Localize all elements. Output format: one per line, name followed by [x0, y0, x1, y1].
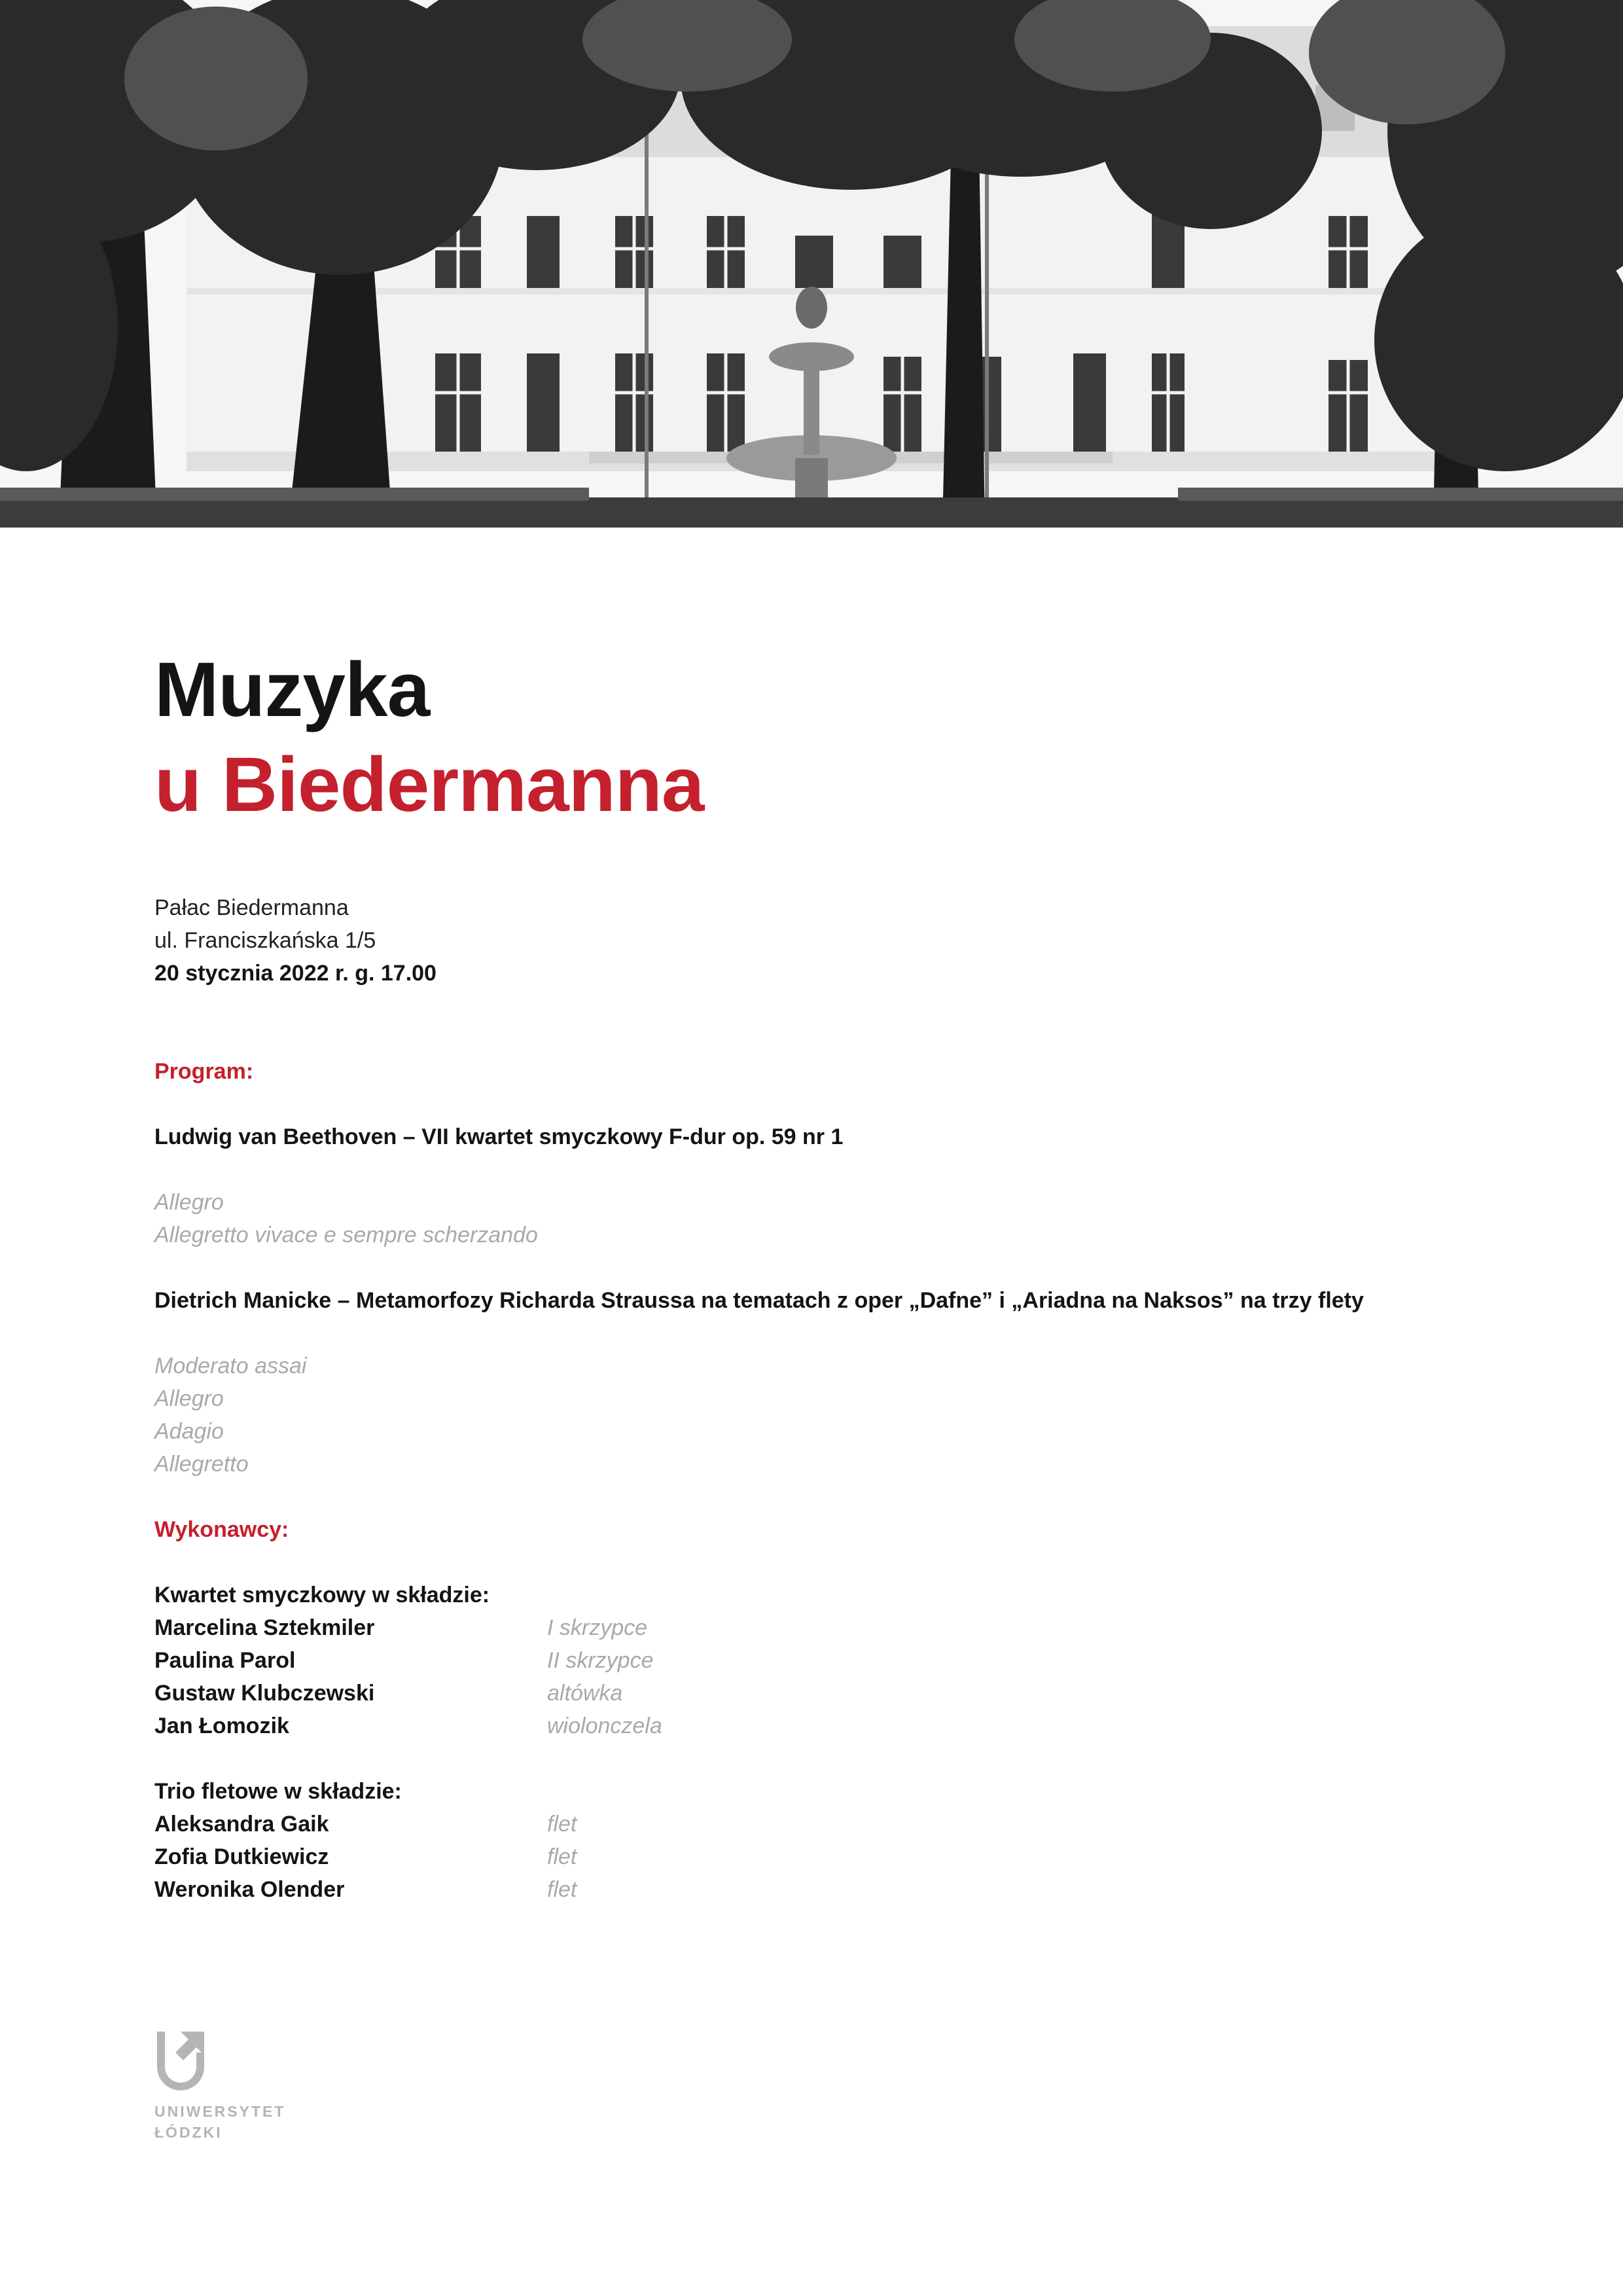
- movement: Allegretto vivace e sempre scherzando: [154, 1223, 538, 1247]
- performer-role: flet: [547, 1877, 577, 1902]
- venue-name: Pałac Biedermanna: [154, 895, 349, 920]
- performers-heading: Wykonawcy:: [154, 1517, 289, 1542]
- performer-role: flet: [547, 1844, 577, 1869]
- university-logo-icon: [154, 2029, 207, 2098]
- performer-name: Aleksandra Gaik: [154, 1812, 329, 1837]
- movement: Allegretto: [154, 1452, 249, 1477]
- movement: Allegro: [154, 1386, 224, 1411]
- group-title: Kwartet smyczkowy w składzie:: [154, 1583, 490, 1607]
- performer-role: wiolonczela: [547, 1713, 662, 1738]
- logo-text-line-1: UNIWERSYTET: [154, 2103, 286, 2120]
- program-heading: Program:: [154, 1059, 254, 1084]
- performer-role: II skrzypce: [547, 1648, 654, 1673]
- hero-photo: [0, 0, 1623, 528]
- performer-name: Paulina Parol: [154, 1648, 296, 1673]
- performer-role: flet: [547, 1812, 577, 1837]
- performer-name: Weronika Olender: [154, 1877, 345, 1902]
- logo-text-line-2: ŁÓDZKI: [154, 2124, 223, 2141]
- palace-illustration: [0, 0, 1623, 528]
- work-title: Dietrich Manicke – Metamorfozy Richarda Straussa na tematach z oper „Dafne” i „Ariadna na Naksos” na trzy flety: [154, 1288, 1364, 1313]
- performer-name: Gustaw Klubczewski: [154, 1681, 375, 1706]
- movement: Adagio: [154, 1419, 224, 1444]
- event-datetime: 20 stycznia 2022 r. g. 17.00: [154, 961, 437, 986]
- title-line-2: u Biedermanna: [154, 742, 704, 828]
- group-title: Trio fletowe w składzie:: [154, 1779, 402, 1804]
- movement: Moderato assai: [154, 1354, 307, 1378]
- venue-address: ul. Franciszkańska 1/5: [154, 928, 376, 953]
- performer-name: Zofia Dutkiewicz: [154, 1844, 329, 1869]
- performer-name: Jan Łomozik: [154, 1713, 289, 1738]
- performer-name: Marcelina Sztekmiler: [154, 1615, 375, 1640]
- performer-role: I skrzypce: [547, 1615, 648, 1640]
- performer-role: altówka: [547, 1681, 623, 1706]
- work-title: Ludwig van Beethoven – VII kwartet smyczkowy F-dur op. 59 nr 1: [154, 1124, 844, 1149]
- movement: Allegro: [154, 1190, 224, 1215]
- title-line-1: Muzyka: [154, 647, 430, 733]
